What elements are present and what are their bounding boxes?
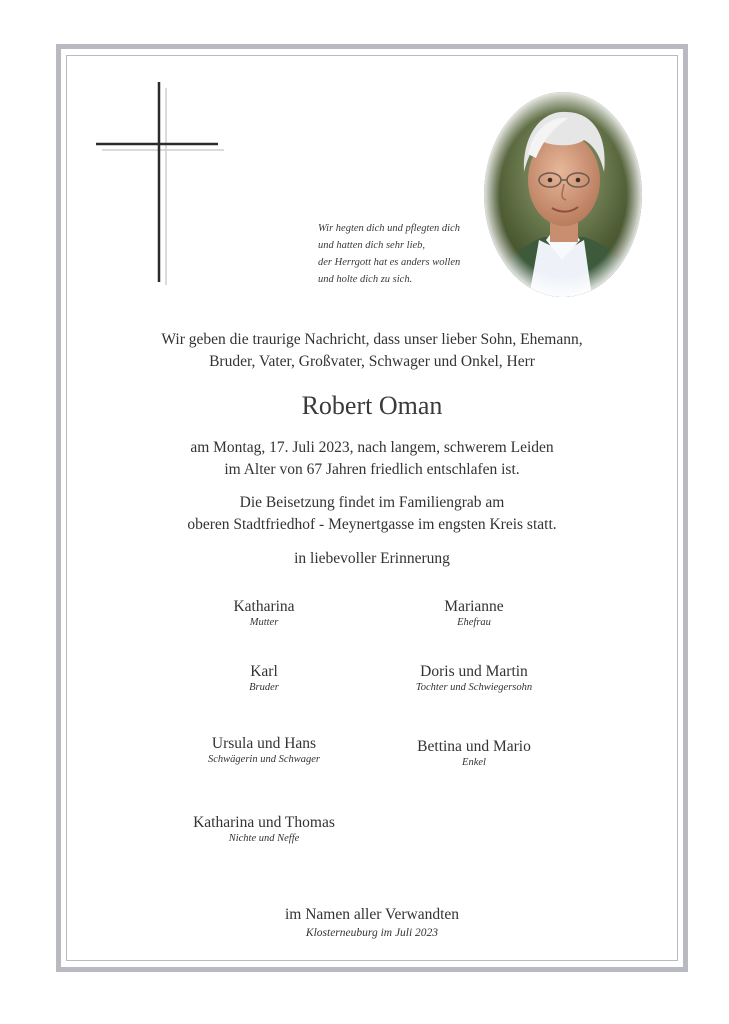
mourner-name: Doris und Martin bbox=[420, 663, 528, 680]
memory-line: in liebevoller Erinnerung bbox=[294, 550, 450, 567]
poem-line: Wir hegten dich und pflegten dich bbox=[318, 223, 461, 234]
cross-icon bbox=[96, 82, 226, 287]
portrait-photo bbox=[484, 92, 642, 297]
mourner-name: Marianne bbox=[444, 598, 504, 615]
mourner-relation: Tochter und Schwiegersohn bbox=[415, 682, 533, 693]
mourner-name: Katharina und Thomas bbox=[193, 814, 335, 831]
burial-line: Die Beisetzung findet im Familiengrab am bbox=[239, 494, 505, 511]
intro-line: Bruder, Vater, Großvater, Schwager und Onkel, Herr bbox=[209, 353, 535, 370]
poem-line: und hatten dich sehr lieb, bbox=[318, 240, 426, 251]
death-line: am Montag, 17. Juli 2023, nach langem, schwerem Leiden bbox=[190, 439, 554, 456]
poem-line: der Herrgott hat es anders wollen bbox=[318, 257, 461, 268]
mourner-relation: Bruder bbox=[249, 682, 279, 693]
deceased-name: Robert Oman bbox=[301, 391, 443, 420]
mourner-entry bbox=[144, 662, 384, 695]
death-line: im Alter von 67 Jahren friedlich entschlafen ist. bbox=[224, 461, 520, 478]
mourner-entry bbox=[144, 734, 384, 767]
burial-notice bbox=[66, 492, 678, 536]
mourner-relation: Enkel bbox=[462, 757, 486, 768]
closing-line: im Namen aller Verwandten bbox=[284, 906, 460, 923]
mourner-entry bbox=[354, 662, 594, 695]
mourner-entry bbox=[144, 597, 384, 630]
intro-text bbox=[66, 329, 678, 373]
poem bbox=[318, 220, 488, 288]
mourner-name: Karl bbox=[250, 663, 278, 680]
poem-line: und holte dich zu sich. bbox=[318, 274, 413, 285]
place-date: Klosterneuburg im Juli 2023 bbox=[305, 927, 439, 939]
intro-line: Wir geben die traurige Nachricht, dass unser lieber Sohn, Ehemann, bbox=[161, 331, 583, 348]
mourner-relation: Schwägerin und Schwager bbox=[208, 754, 320, 765]
burial-line: oberen Stadtfriedhof - Meynertgasse im engsten Kreis statt. bbox=[187, 516, 557, 533]
mourner-relation: Nichte und Neffe bbox=[228, 833, 300, 844]
closing-block bbox=[66, 905, 678, 941]
mourner-entry bbox=[354, 737, 594, 770]
mourner-name: Bettina und Mario bbox=[417, 738, 531, 755]
mourner-name: Katharina bbox=[233, 598, 295, 615]
mourner-relation: Mutter bbox=[249, 617, 279, 628]
mourner-entry bbox=[144, 813, 384, 846]
mourner-name: Ursula und Hans bbox=[211, 735, 317, 752]
mourner-relation: Ehefrau bbox=[457, 617, 491, 628]
mourner-entry bbox=[354, 597, 594, 630]
death-notice bbox=[66, 437, 678, 481]
